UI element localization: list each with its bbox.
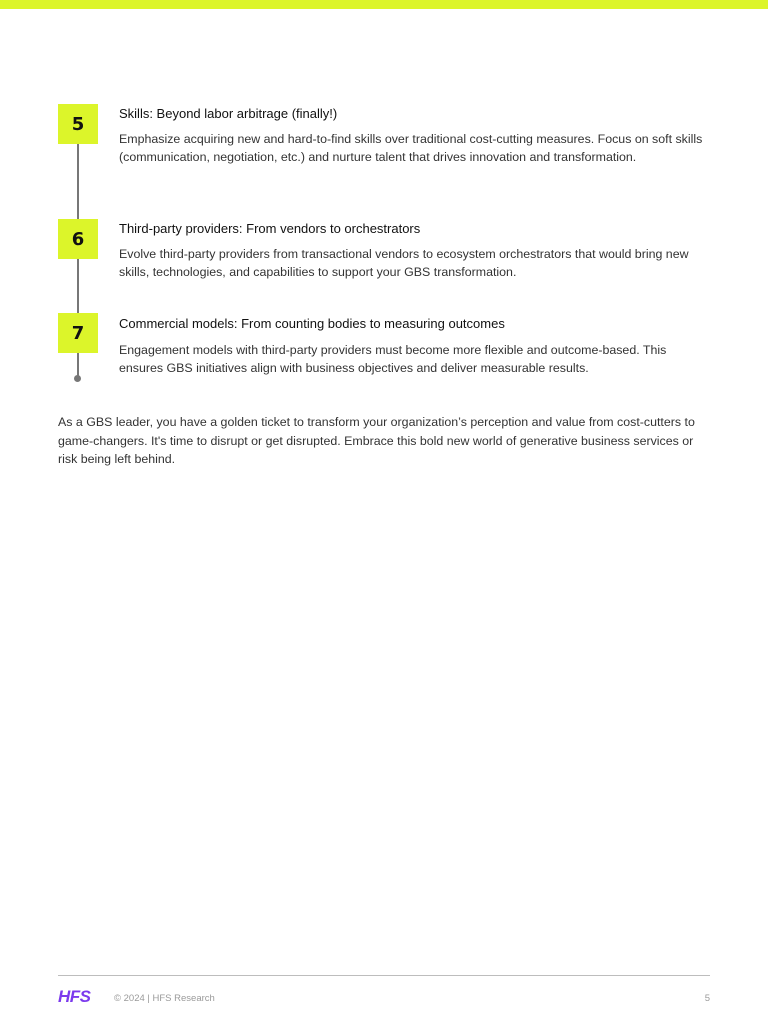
closing-paragraph: As a GBS leader, you have a golden ticket to transform your organization’s perception and value from cost-cutters to game-changers. It's time to disrupt or get disrupted. Embrace this bold new world of generative business services or risk being left behind. — [58, 415, 695, 466]
step-6-description: Evolve third-party providers from transactional vendors to ecosystem orchestrators that would bring new skills, technologies, and capabilities to support your GBS transformation. — [119, 247, 689, 279]
step-5-title: Skills: Beyond labor arbitrage (finally!) — [119, 106, 338, 121]
footer-divider — [58, 975, 710, 976]
step-7-number-badge: 7 — [58, 313, 98, 353]
step-5-description: Emphasize acquiring new and hard-to-find skills over traditional cost-cutting measures. Focus on soft skills (communication, negotiation, etc.) and nurture talent that drives innovation and transformation. — [119, 132, 703, 164]
step-6-number-badge: 6 — [58, 219, 98, 259]
top-accent-bar — [0, 0, 768, 9]
step-7-description: Engagement models with third-party providers must become more flexible and outcome-based. This ensures GBS initiatives align with business objectives and deliver measurable results. — [119, 343, 667, 375]
hfs-logo: HFS — [58, 987, 91, 1006]
step-7-title: Commercial models: From counting bodies to measuring outcomes — [119, 316, 505, 331]
footer-copyright: © 2024 | HFS Research — [114, 993, 215, 1004]
step-5-number-badge: 5 — [58, 104, 98, 144]
footer-page-number: 5 — [704, 993, 710, 1004]
timeline-end-dot — [74, 375, 81, 382]
step-6-title: Third-party providers: From vendors to orchestrators — [119, 221, 421, 236]
